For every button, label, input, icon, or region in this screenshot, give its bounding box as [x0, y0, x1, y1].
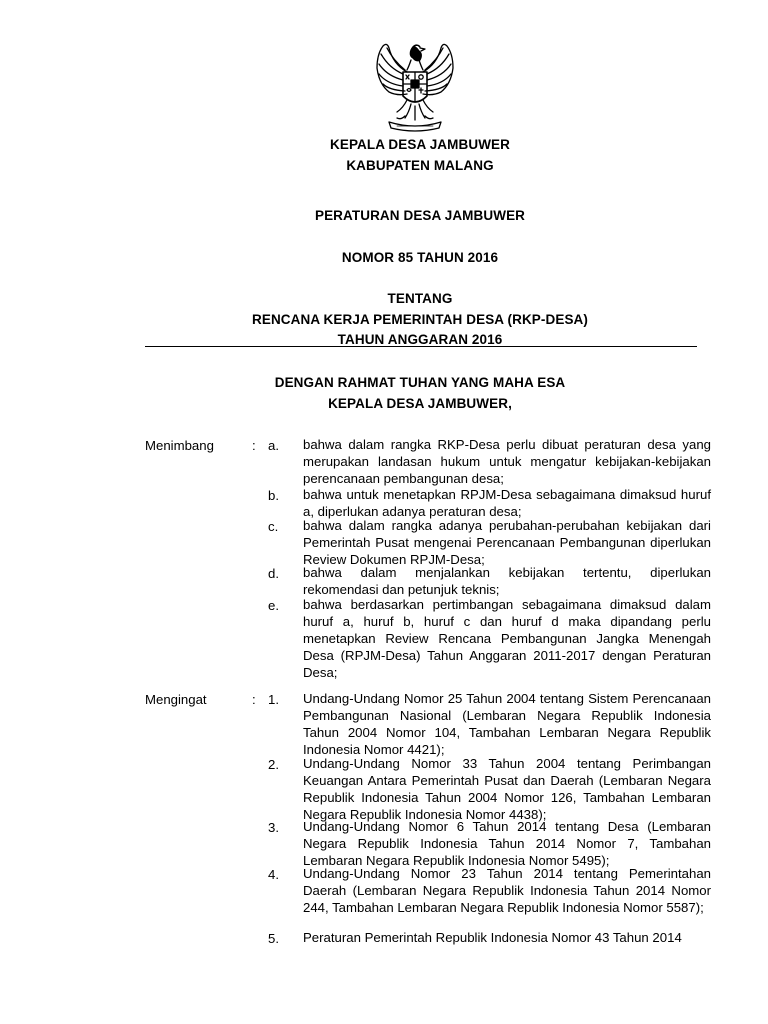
list-item-marker: 2. — [268, 757, 279, 772]
list-item-marker: 1. — [268, 692, 279, 707]
about-label: TENTANG — [387, 291, 453, 306]
invocation: DENGAN RAHMAT TUHAN YANG MAHA ESA — [274, 375, 566, 390]
section-label-menimbang: Menimbang — [145, 438, 214, 453]
list-item-text: Undang-Undang Nomor 33 Tahun 2004 tentang Perimbangan Keuangan Antara Pemerintah Pusat dan Daerah (Lembaran Negara Republik Indonesia Tahun 2004 Nomor 126, Tambahan Lembaran Negara Republik Indonesia Nomor 4438); — [303, 756, 711, 822]
issuer-title: KEPALA DESA JAMBUWER — [329, 137, 510, 152]
garuda-emblem-icon — [367, 38, 463, 134]
section-colon: : — [252, 438, 256, 453]
section-label-mengingat: Mengingat — [145, 692, 207, 707]
regulation-number: NOMOR 85 TAHUN 2016 — [341, 250, 499, 265]
list-item-text: Undang-Undang Nomor 23 Tahun 2014 tentang Pemerintahan Daerah (Lembaran Negara Republik Indonesia Tahun 2014 Nomor 244, Tambahan Lembaran Negara Republik Indonesia Nomor 5587); — [303, 866, 711, 915]
list-item-text: Peraturan Pemerintah Republik Indonesia Nomor 43 Tahun 2014 — [303, 930, 682, 945]
list-item-text: bahwa dalam rangka RKP-Desa perlu dibuat peraturan desa yang merupakan landasan hukum untuk mengatur kebijakan-kebijakan perencanaan pembangunan desa; — [303, 437, 711, 486]
issuer-region: KABUPATEN MALANG — [346, 158, 494, 173]
list-item-text: bahwa berdasarkan pertimbangan sebagaimana dimaksud dalam huruf a, huruf b, huruf c dan huruf d maka dipandang perlu menetapkan Review Rencana Pembangunan Jangka Menengah Desa (RPJM-Desa) Tahun Anggaran 2011-2017 dengan Peraturan Desa; — [303, 597, 711, 680]
list-item-text: bahwa dalam menjalankan kebijakan tertentu, diperlukan rekomendasi dan petunjuk teknis; — [303, 565, 711, 597]
list-item-text: bahwa dalam rangka adanya perubahan-perubahan kebijakan dari Pemerintah Pusat mengenai Perencanaan Pembangunan diperlukan Review Dokumen RPJM-Desa; — [303, 518, 711, 567]
list-item-text: bahwa untuk menetapkan RPJM-Desa sebagaimana dimaksud huruf a, diperlukan adanya peraturan desa; — [303, 487, 711, 519]
list-item-text: Undang-Undang Nomor 6 Tahun 2014 tentang Desa (Lembaran Negara Republik Indonesia Tahun 2014 Nomor 7, Tambahan Lembaran Negara Republik Indonesia Nomor 5495); — [303, 819, 711, 868]
fiscal-year: TAHUN ANGGARAN 2016 — [337, 332, 503, 347]
title-divider — [145, 346, 697, 347]
list-item-text: Undang-Undang Nomor 25 Tahun 2004 tentang Sistem Perencanaan Pembangunan Nasional (Lembaran Negara Republik Indonesia Tahun 2004 Nomor 104, Tambahan Lembaran Negara Republik Indonesia Nomor 4421); — [303, 691, 711, 757]
list-item-marker: a. — [268, 438, 279, 453]
authority: KEPALA DESA JAMBUWER, — [328, 396, 512, 411]
list-item-marker: c. — [268, 519, 279, 534]
regulation-title: PERATURAN DESA JAMBUWER — [314, 208, 526, 223]
list-item-marker: e. — [268, 598, 279, 613]
regulation-subject: RENCANA KERJA PEMERINTAH DESA (RKP-DESA) — [251, 312, 588, 327]
section-colon: : — [252, 692, 256, 707]
list-item-marker: 4. — [268, 867, 279, 882]
list-item-marker: d. — [268, 566, 279, 581]
list-item-marker: b. — [268, 488, 279, 503]
list-item-marker: 3. — [268, 820, 279, 835]
list-item-marker: 5. — [268, 931, 279, 946]
